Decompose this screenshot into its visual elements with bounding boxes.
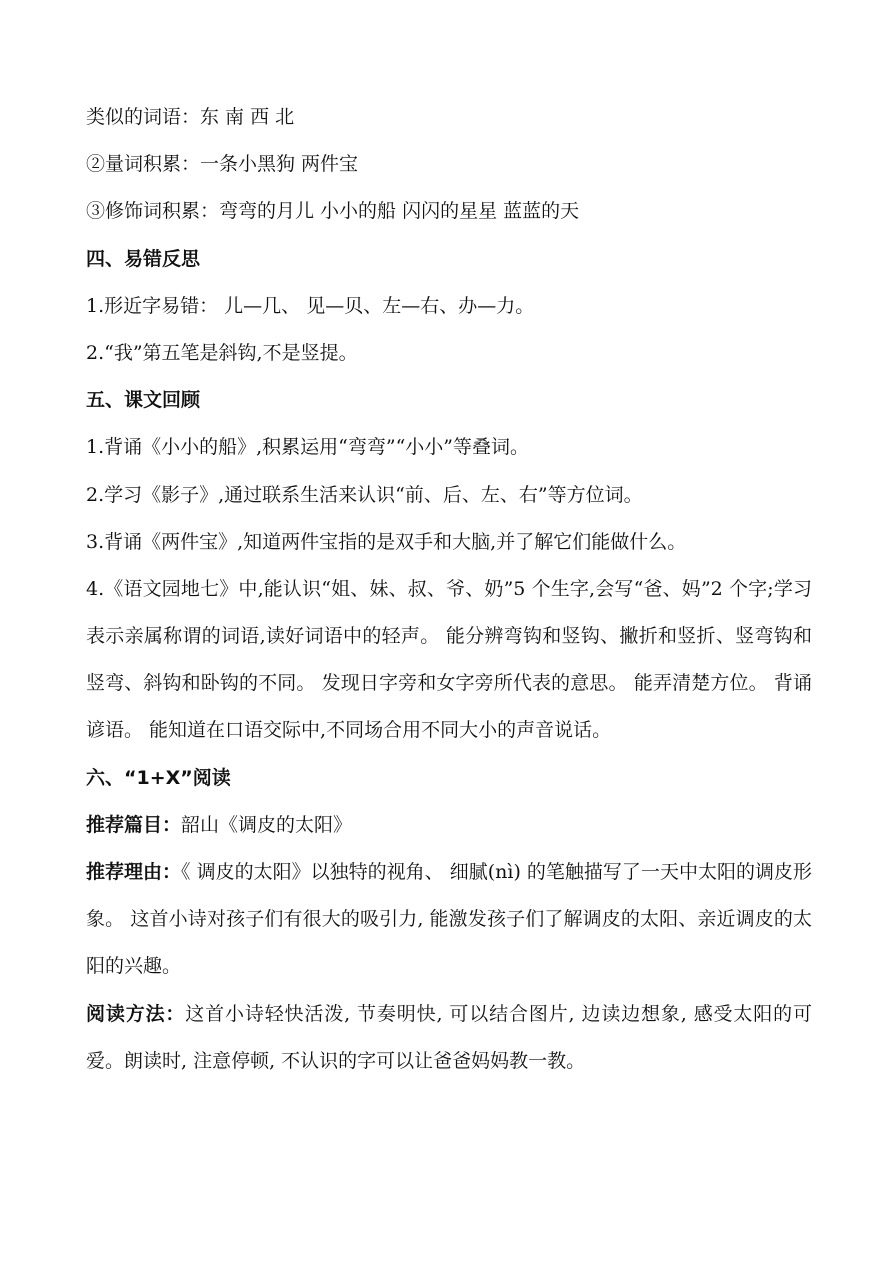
section-5-item-4: 4.《语文园地七》中,能认识“姐、妹、叔、爷、奶”5 个生字,会写“爸、妈”2 个字;学习表示亲属称谓的词语,读好词语中的轻声。 能分辨弯钩和竖钩、撇折和竖折、竖弯钩和竖弯、斜钩和卧钩的不同。 发现日字旁和女字旁所代表的意思。 能弄清楚方位。 背诵谚语。 能知道在口语交际中,不同场合用不同大小的声音说话。 [86,577,812,742]
method-label: 阅读方法： [86,1002,186,1025]
method-text: 这首小诗轻快活泼, 节奏明快, 可以结合图片, 边读边想象, 感受太阳的可爱。朗读时, 注意停顿, 不认识的字可以让爸爸妈妈教一教。 [86,1002,812,1072]
section-5-item-1: 1.背诵《小小的船》,积累运用“弯弯”“小小”等叠词。 [86,436,530,459]
section-4-heading: 四、易错反思 [86,247,201,270]
reason-text: 《 调皮的太阳》以独特的视角、 细腻(nì) 的笔触描写了一天中太阳的调皮形象。 这首小诗对孩子们有很大的吸引力, 能激发孩子们了解调皮的太阳、亲近调皮的太阳的兴趣。 [86,861,812,978]
section-6-heading: 六、“1+X”阅读 [86,766,231,789]
method-paragraph [86,991,812,1085]
recommend-title-value: 韶山《调皮的太阳》 [181,813,353,836]
modifier-words-line: ③修饰词积累：弯弯的月儿 小小的船 闪闪的星星 蓝蓝的天 [86,200,580,223]
reason-paragraph [86,849,812,991]
section-4-item-2: 2.“我”第五笔是斜钩,不是竖提。 [86,341,358,364]
similar-words-line: 类似的词语：东 南 西 北 [86,106,295,128]
section-5-heading: 五、课文回顾 [86,389,201,412]
section-5-item-3: 3.背诵《两件宝》,知道两件宝指的是双手和大脑,并了解它们能做什么。 [86,530,687,553]
section-5-item-2: 2.学习《影子》,通过联系生活来认识“前、后、左、右”等方位词。 [86,483,643,506]
measure-words-line: ②量词积累：一条小黑狗 两件宝 [86,153,359,176]
reason-label: 推荐理由： [86,861,182,884]
recommend-title-label: 推荐篇目： [86,813,182,836]
recommend-title-line [86,802,812,849]
document-page [86,94,812,1085]
section-4-item-1: 1.形近字易错： 儿—几、 见—贝、左—右、办—力。 [86,294,535,317]
